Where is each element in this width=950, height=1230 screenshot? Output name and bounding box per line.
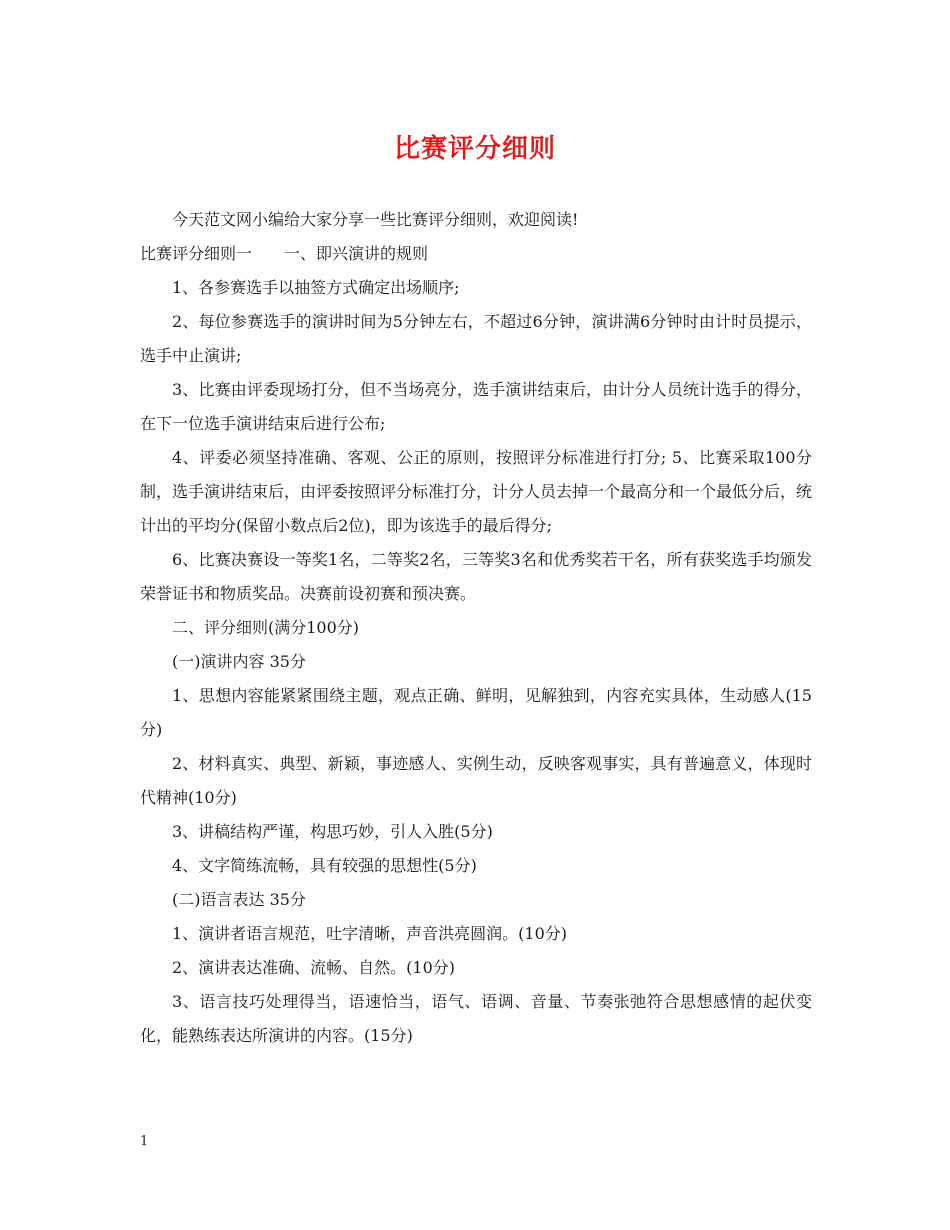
rule-item: 3、比赛由评委现场打分，但不当场亮分，选手演讲结束后，由计分人员统计选手的得分，在下一位选手演讲结束后进行公布; <box>140 380 812 433</box>
rule-item: 6、比赛决赛设一等奖1名，二等奖2名，三等奖3名和优秀奖若干名，所有获奖选手均颁发荣誉证书和物质奖品。决赛前设初赛和预决赛。 <box>140 550 812 603</box>
subsection-heading-language: (二)语言表达 35分 <box>172 890 306 909</box>
document-body <box>140 203 812 1053</box>
section-heading-scoring: 二、评分细则(满分100分) <box>172 618 360 637</box>
intro-paragraph: 今天范文网小编给大家分享一些比赛评分细则，欢迎阅读! <box>172 210 579 229</box>
scoring-item: 1、思想内容能紧紧围绕主题，观点正确、鲜明，见解独到，内容充实具体，生动感人(15分) <box>140 686 812 739</box>
scoring-item: 3、语言技巧处理得当，语速恰当，语气、语调、音量、节奏张弛符合思想感情的起伏变化，能熟练表达所演讲的内容。(15分) <box>140 992 812 1045</box>
subsection-heading-content: (一)演讲内容 35分 <box>172 652 306 671</box>
rule-item: 2、每位参赛选手的演讲时间为5分钟左右，不超过6分钟，演讲满6分钟时由计时员提示，选手中止演讲; <box>140 312 812 365</box>
section-heading-rules: 比赛评分细则一 一、即兴演讲的规则 <box>140 244 429 263</box>
document-title: 比赛评分细则 <box>393 134 556 164</box>
scoring-item: 1、演讲者语言规范，吐字清晰，声音洪亮圆润。(10分) <box>172 924 568 943</box>
scoring-item: 4、文字简练流畅，具有较强的思想性(5分) <box>172 856 477 875</box>
scoring-item: 3、讲稿结构严谨，构思巧妙，引人入胜(5分) <box>172 822 493 841</box>
rule-item: 4、评委必须坚持准确、客观、公正的原则，按照评分标准进行打分; 5、比赛采取100分制，选手演讲结束后，由评委按照评分标准打分，计分人员去掉一个最高分和一个最低分后，统计出的平均分(保留小数点后2位)，即为该选手的最后得分; <box>140 448 813 535</box>
rule-item: 1、各参赛选手以抽签方式确定出场顺序; <box>172 278 460 297</box>
page-number: 1 <box>140 1134 149 1149</box>
scoring-item: 2、材料真实、典型、新颖，事迹感人、实例生动，反映客观事实，具有普遍意义，体现时代精神(10分) <box>140 754 812 807</box>
scoring-item: 2、演讲表达准确、流畅、自然。(10分) <box>172 958 456 977</box>
